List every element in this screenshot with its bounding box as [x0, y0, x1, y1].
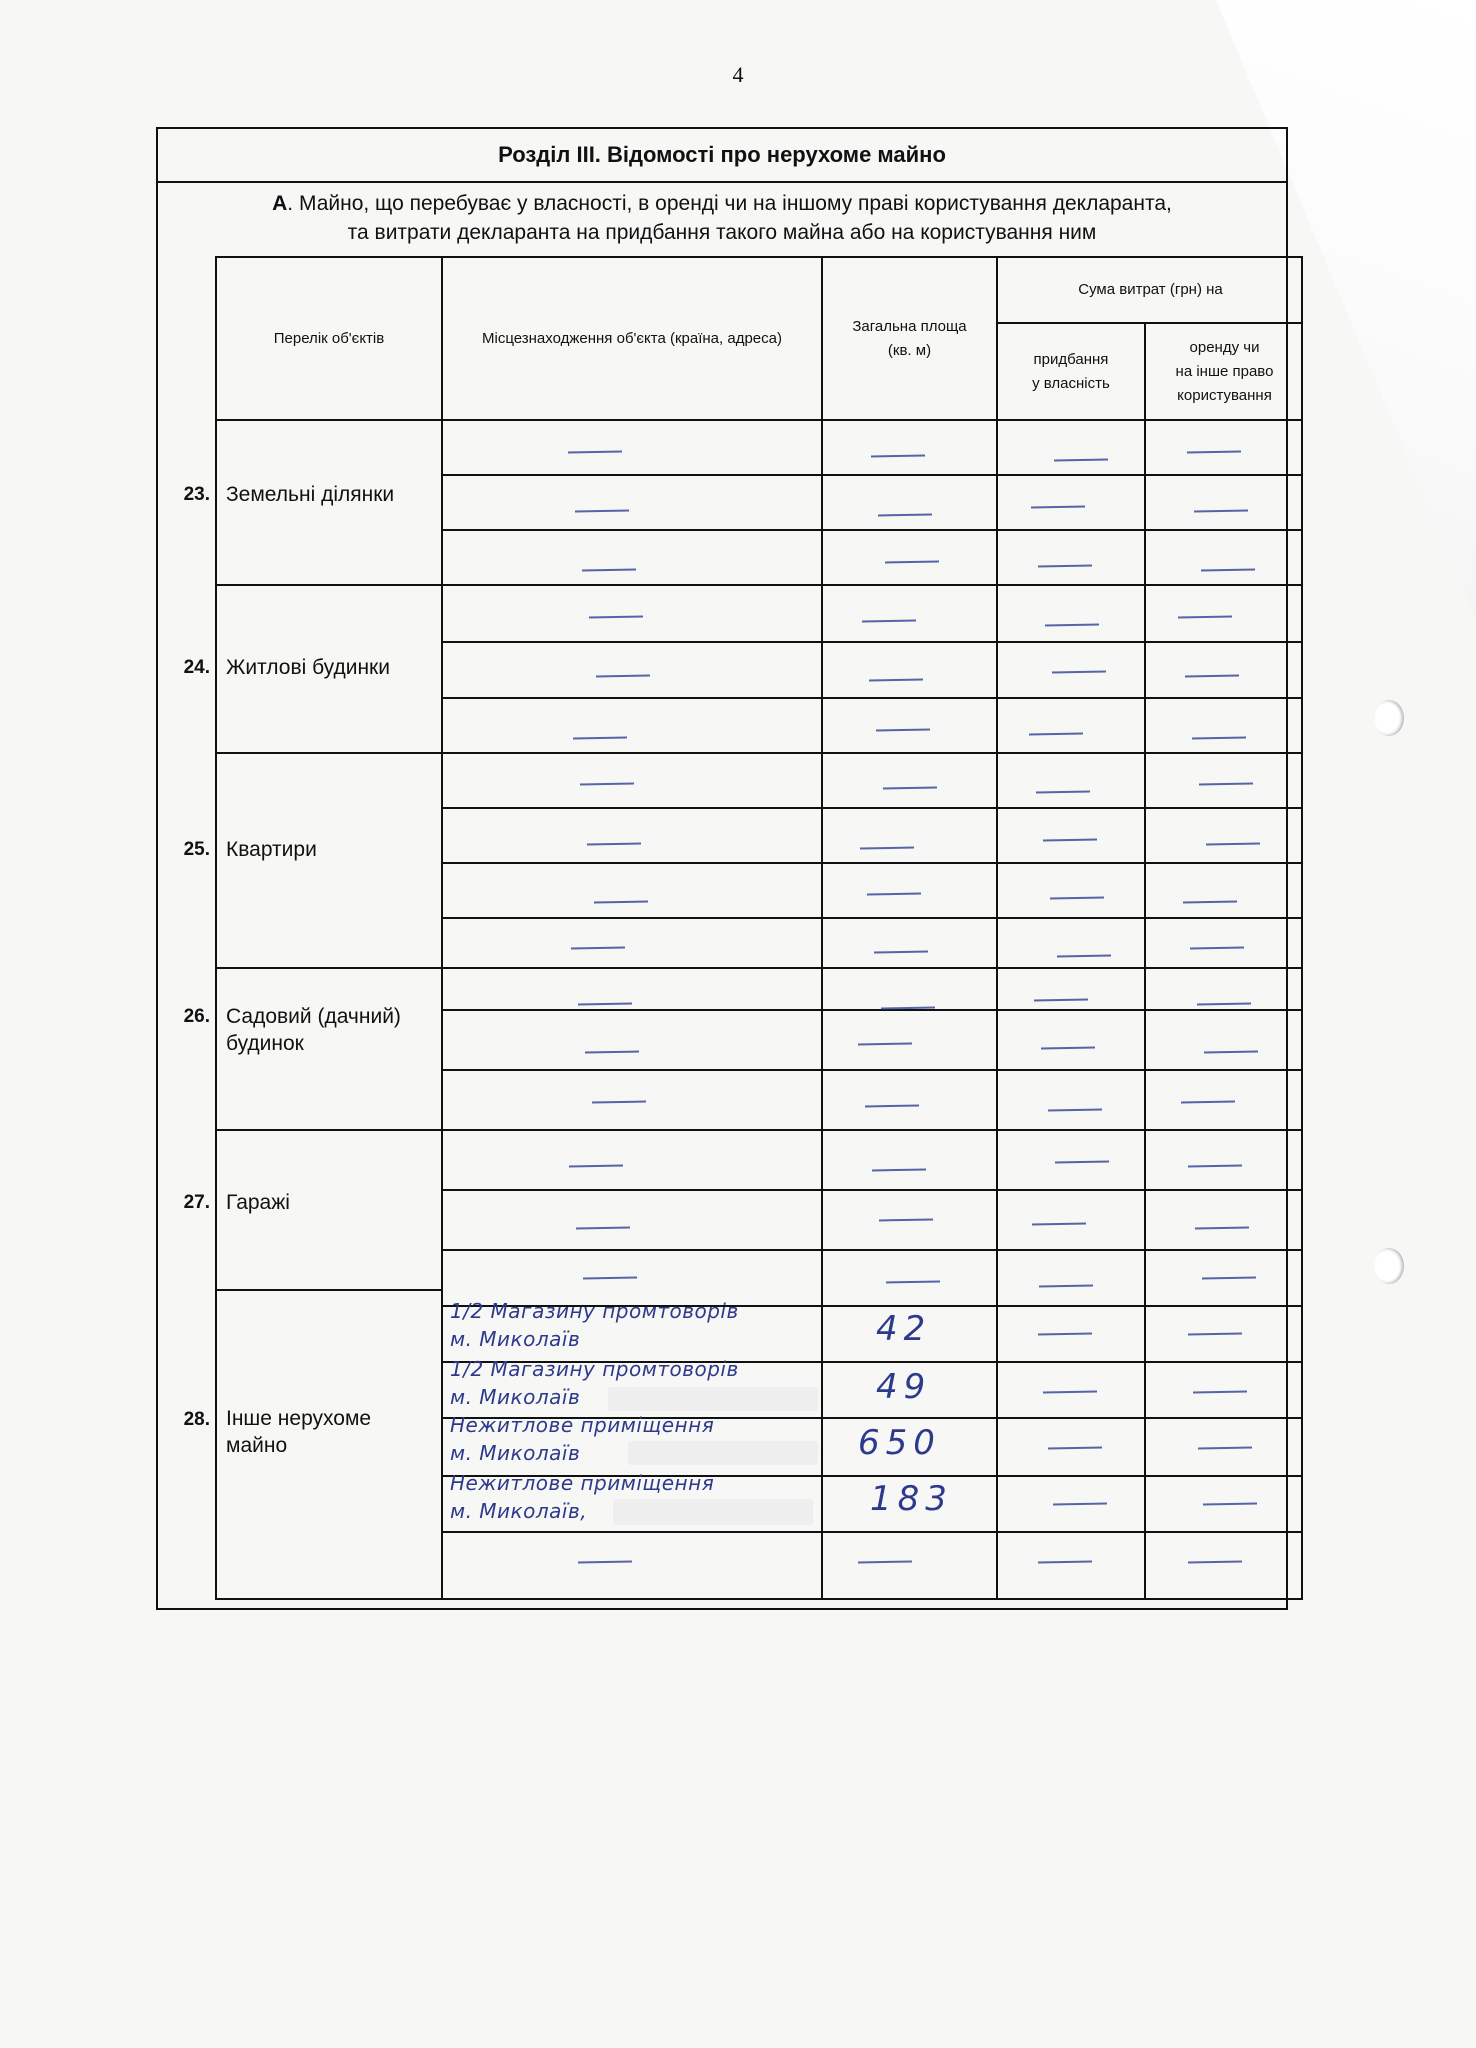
header-purchase-line1: придбання: [1033, 350, 1109, 368]
category-name: [226, 1003, 401, 1057]
category-divider: [215, 1129, 443, 1131]
category-name: [226, 1405, 371, 1459]
row-divider: [441, 1129, 1303, 1131]
subsection-line2: та витрати декларанта на придбання такого майна або на користування ним: [347, 221, 1097, 244]
redacted-address: [628, 1441, 818, 1465]
location-line1: Нежитлове приміщення: [450, 1471, 715, 1495]
row-divider: [441, 862, 1303, 864]
category-name: Земельні ділянки: [226, 483, 395, 506]
category-name: Гаражі: [226, 1191, 290, 1214]
row-divider: [441, 697, 1303, 699]
column-divider: [1144, 322, 1146, 1600]
category-divider: [215, 967, 443, 969]
location-line2: м. Миколаїв: [450, 1327, 581, 1351]
header-location: Місцезнаходження об'єкта (країна, адреса): [482, 329, 782, 347]
row-divider: [441, 1069, 1303, 1071]
punch-hole: [1374, 1248, 1404, 1284]
header-purchase: [998, 324, 1144, 419]
header-area: [823, 258, 996, 419]
section-title: Розділ III. Відомості про нерухоме майно: [158, 129, 1286, 183]
category-name-line2: будинок: [226, 1032, 304, 1055]
header-objects: Перелік об'єктів: [273, 329, 385, 347]
declaration-form: [156, 127, 1288, 1610]
row-divider: [441, 641, 1303, 643]
location-line1: 1/2 Магазину промтоворів: [450, 1299, 739, 1323]
category-number: 28.: [183, 1409, 210, 1430]
header-area-line1: Загальна площа: [852, 317, 967, 335]
subsection-letter: А: [272, 192, 288, 215]
row-divider: [441, 1009, 1303, 1011]
header-rent-line3: користування: [1177, 386, 1272, 404]
location-line2: м. Миколаїв,: [450, 1499, 588, 1523]
header-costs: Сума витрат (грн) на: [1078, 281, 1223, 298]
subsection-title: [158, 183, 1286, 247]
category-divider: [215, 1289, 443, 1291]
column-divider: [821, 256, 823, 1600]
row-divider: [441, 917, 1303, 919]
header-area-line2: (кв. м): [887, 341, 932, 359]
row-divider: [441, 1531, 1303, 1533]
punch-hole: [1374, 700, 1404, 736]
location-line1: 1/2 Магазину промтоворів: [450, 1357, 739, 1381]
category-name: Житлові будинки: [226, 656, 390, 679]
category-name: Квартири: [226, 838, 317, 861]
column-divider: [441, 256, 443, 1600]
category-number: 25.: [183, 839, 210, 860]
category-number: 24.: [183, 657, 210, 678]
row-divider: [441, 1189, 1303, 1191]
header-purchase-line2: у власність: [1032, 374, 1110, 392]
redacted-address: [608, 1387, 818, 1411]
header-rent-line1: оренду чи: [1189, 338, 1260, 356]
handwritten-area: 42: [876, 1309, 932, 1349]
row-divider: [441, 807, 1303, 809]
handwritten-area: 49: [876, 1367, 932, 1407]
subsection-line1: . Майно, що перебуває у власності, в оренді чи на іншому праві користування декларанта,: [287, 192, 1172, 215]
category-name-line1: Садовий (дачний): [226, 1005, 401, 1028]
header-divider: [215, 419, 1303, 421]
row-divider: [441, 752, 1303, 754]
row-divider: [441, 967, 1303, 969]
category-divider: [215, 752, 443, 754]
handwritten-area: 650: [858, 1423, 941, 1463]
category-number: 27.: [183, 1192, 210, 1213]
handwritten-area: 183: [870, 1479, 953, 1519]
redacted-address: [613, 1499, 813, 1525]
category-name-line1: Інше нерухоме: [226, 1407, 372, 1430]
category-divider: [215, 584, 443, 586]
header-rent-line2: на інше право: [1175, 362, 1274, 380]
category-name-line2: майно: [226, 1434, 288, 1457]
header-rent: [1146, 324, 1303, 419]
row-divider: [441, 529, 1303, 531]
row-divider: [441, 1249, 1303, 1251]
category-number: 23.: [183, 484, 210, 505]
location-line2: м. Миколаїв: [450, 1441, 581, 1465]
location-line1: Нежитлове приміщення: [450, 1413, 715, 1437]
location-line2: м. Миколаїв: [450, 1385, 581, 1409]
page-number: 4: [732, 62, 744, 87]
category-number: 26.: [183, 1006, 210, 1027]
handwritten-location: [450, 1297, 739, 1353]
column-divider: [996, 256, 998, 1600]
row-divider: [441, 584, 1303, 586]
row-divider: [441, 474, 1303, 476]
